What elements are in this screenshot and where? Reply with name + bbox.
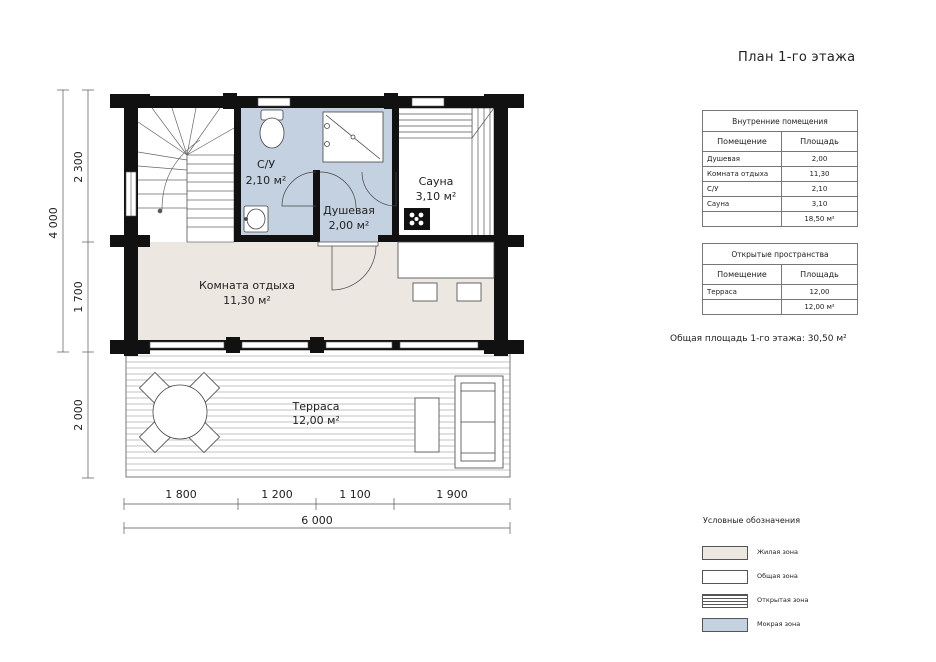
table-row: Сауна 3,10 [703,197,858,212]
internal-col-area: Площадь [782,132,858,152]
toilet [260,110,284,148]
dim-vertical-2300: 2 300 [72,151,85,183]
internal-col-room: Помещение [703,132,782,152]
living-zone-swatch [702,546,748,560]
dim-horizontal-1200: 1 200 [261,488,293,501]
dim-horizontal-1800: 1 800 [165,488,197,501]
dim-horizontal-1900: 1 900 [436,488,468,501]
bathroom-label: С/У [256,158,276,171]
table-row: Терраса 12,00 [703,285,858,300]
internal-total: 18,50 м² [782,212,858,227]
open-col-area: Площадь [782,265,858,285]
shower-area: 2,00 м² [328,219,370,232]
internal-rooms-table [702,110,858,227]
shower-tray [323,112,383,162]
open-table-title: Открытые пространства [703,244,858,265]
shower-label: Душевая [323,204,375,217]
sauna-stove [404,208,430,230]
dim-vertical-2000: 2 000 [72,399,85,431]
table-row: Комната отдыха 11,30 [703,167,858,182]
common-zone-swatch [702,570,748,584]
terrace-label: Терраса [292,400,340,413]
plan-title: План 1-го этажа [738,50,856,65]
sauna-label: Сауна [418,175,454,188]
legend-title: Условные обозначения [703,516,801,525]
bathroom-area: 2,10 м² [245,174,287,187]
legend-item-open: Открытая зона [702,594,936,608]
lounge-area: 11,30 м² [223,294,271,307]
dim-total-width: 6 000 [301,514,333,527]
open-zone-swatch [702,594,748,608]
table-row: С/У 2,10 [703,182,858,197]
open-col-room: Помещение [703,265,782,285]
table-total-row [703,212,858,227]
open-total: 12,00 м² [782,300,858,315]
total-area: Общая площадь 1-го этажа: 30,50 м² [670,334,847,344]
sink [244,206,268,232]
dim-vertical-4000: 4 000 [47,207,60,239]
staircase [138,108,234,242]
lounge-label: Комната отдыха [198,279,296,292]
table-total-row [703,300,858,315]
dim-vertical-1700: 1 700 [72,281,85,313]
terrace-area: 12,00 м² [292,414,340,427]
legend-item-wet: Мокрая зона [702,618,936,632]
internal-table-title: Внутренние помещения [703,111,858,132]
table-row: Душевая 2,00 [703,152,858,167]
legend-item-common: Общая зона [702,570,936,584]
wet-zone-swatch [702,618,748,632]
dim-horizontal-1100: 1 100 [339,488,371,501]
legend-item-living: Жилая зона [702,546,936,560]
open-spaces-table [702,243,858,315]
sauna-area: 3,10 м² [415,190,457,203]
